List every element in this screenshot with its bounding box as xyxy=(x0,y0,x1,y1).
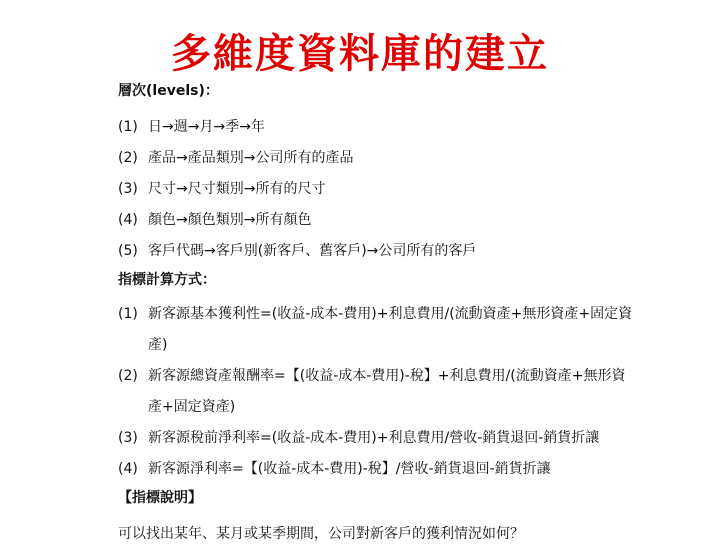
explanation-heading: 【指標說明】 xyxy=(118,490,202,506)
formula-item xyxy=(118,454,638,485)
level-number: (5) xyxy=(118,243,138,259)
level-text: 日→週→月→季→年 xyxy=(148,119,265,135)
level-number: (4) xyxy=(118,212,138,228)
level-text: 尺寸→尺寸類別→所有的尺寸 xyxy=(148,181,326,197)
level-item xyxy=(118,205,638,236)
formula-number: (2) xyxy=(118,368,138,384)
formula-number: (3) xyxy=(118,430,138,446)
level-text: 客戶代碼→客戶別(新客戶、舊客戶)→公司所有的客戶 xyxy=(148,243,477,259)
formula-item xyxy=(118,423,638,454)
level-item xyxy=(118,174,638,205)
slide-content xyxy=(118,78,638,547)
level-item xyxy=(118,236,638,267)
formula-text: 新客源總資產報酬率=【(收益-成本-費用)-稅】+利息費用/(流動資產+無形資產+固定資產) xyxy=(148,368,626,415)
formula-number: (1) xyxy=(118,306,138,322)
formula-item xyxy=(118,299,638,361)
formula-item xyxy=(118,361,638,423)
level-number: (3) xyxy=(118,181,138,197)
level-item xyxy=(118,143,638,174)
explanation-text: 可以找出某年、某月或某季期間，公司對新客戶的獲利情況如何？ xyxy=(118,526,524,542)
formula-text: 新客源基本獲利性=(收益-成本-費用)+利息費用/(流動資產+無形資產+固定資產) xyxy=(148,306,633,353)
slide-title: 多維度資料庫的建立 xyxy=(171,30,549,77)
formula-text: 新客源淨利率=【(收益-成本-費用)-稅】/營收-銷貨退回-銷貨折讓 xyxy=(148,461,551,477)
level-text: 產品→產品類別→公司所有的產品 xyxy=(148,150,354,166)
level-number: (1) xyxy=(118,119,138,135)
levels-heading: 層次(levels)： xyxy=(118,83,219,99)
level-item xyxy=(118,112,638,143)
formulas-heading: 指標計算方式： xyxy=(118,272,216,288)
formula-text: 新客源稅前淨利率=(收益-成本-費用)+利息費用/營收-銷貨退回-銷貨折讓 xyxy=(148,430,600,446)
level-text: 顏色→顏色類別→所有顏色 xyxy=(148,212,312,228)
level-number: (2) xyxy=(118,150,138,166)
formula-number: (4) xyxy=(118,461,138,477)
